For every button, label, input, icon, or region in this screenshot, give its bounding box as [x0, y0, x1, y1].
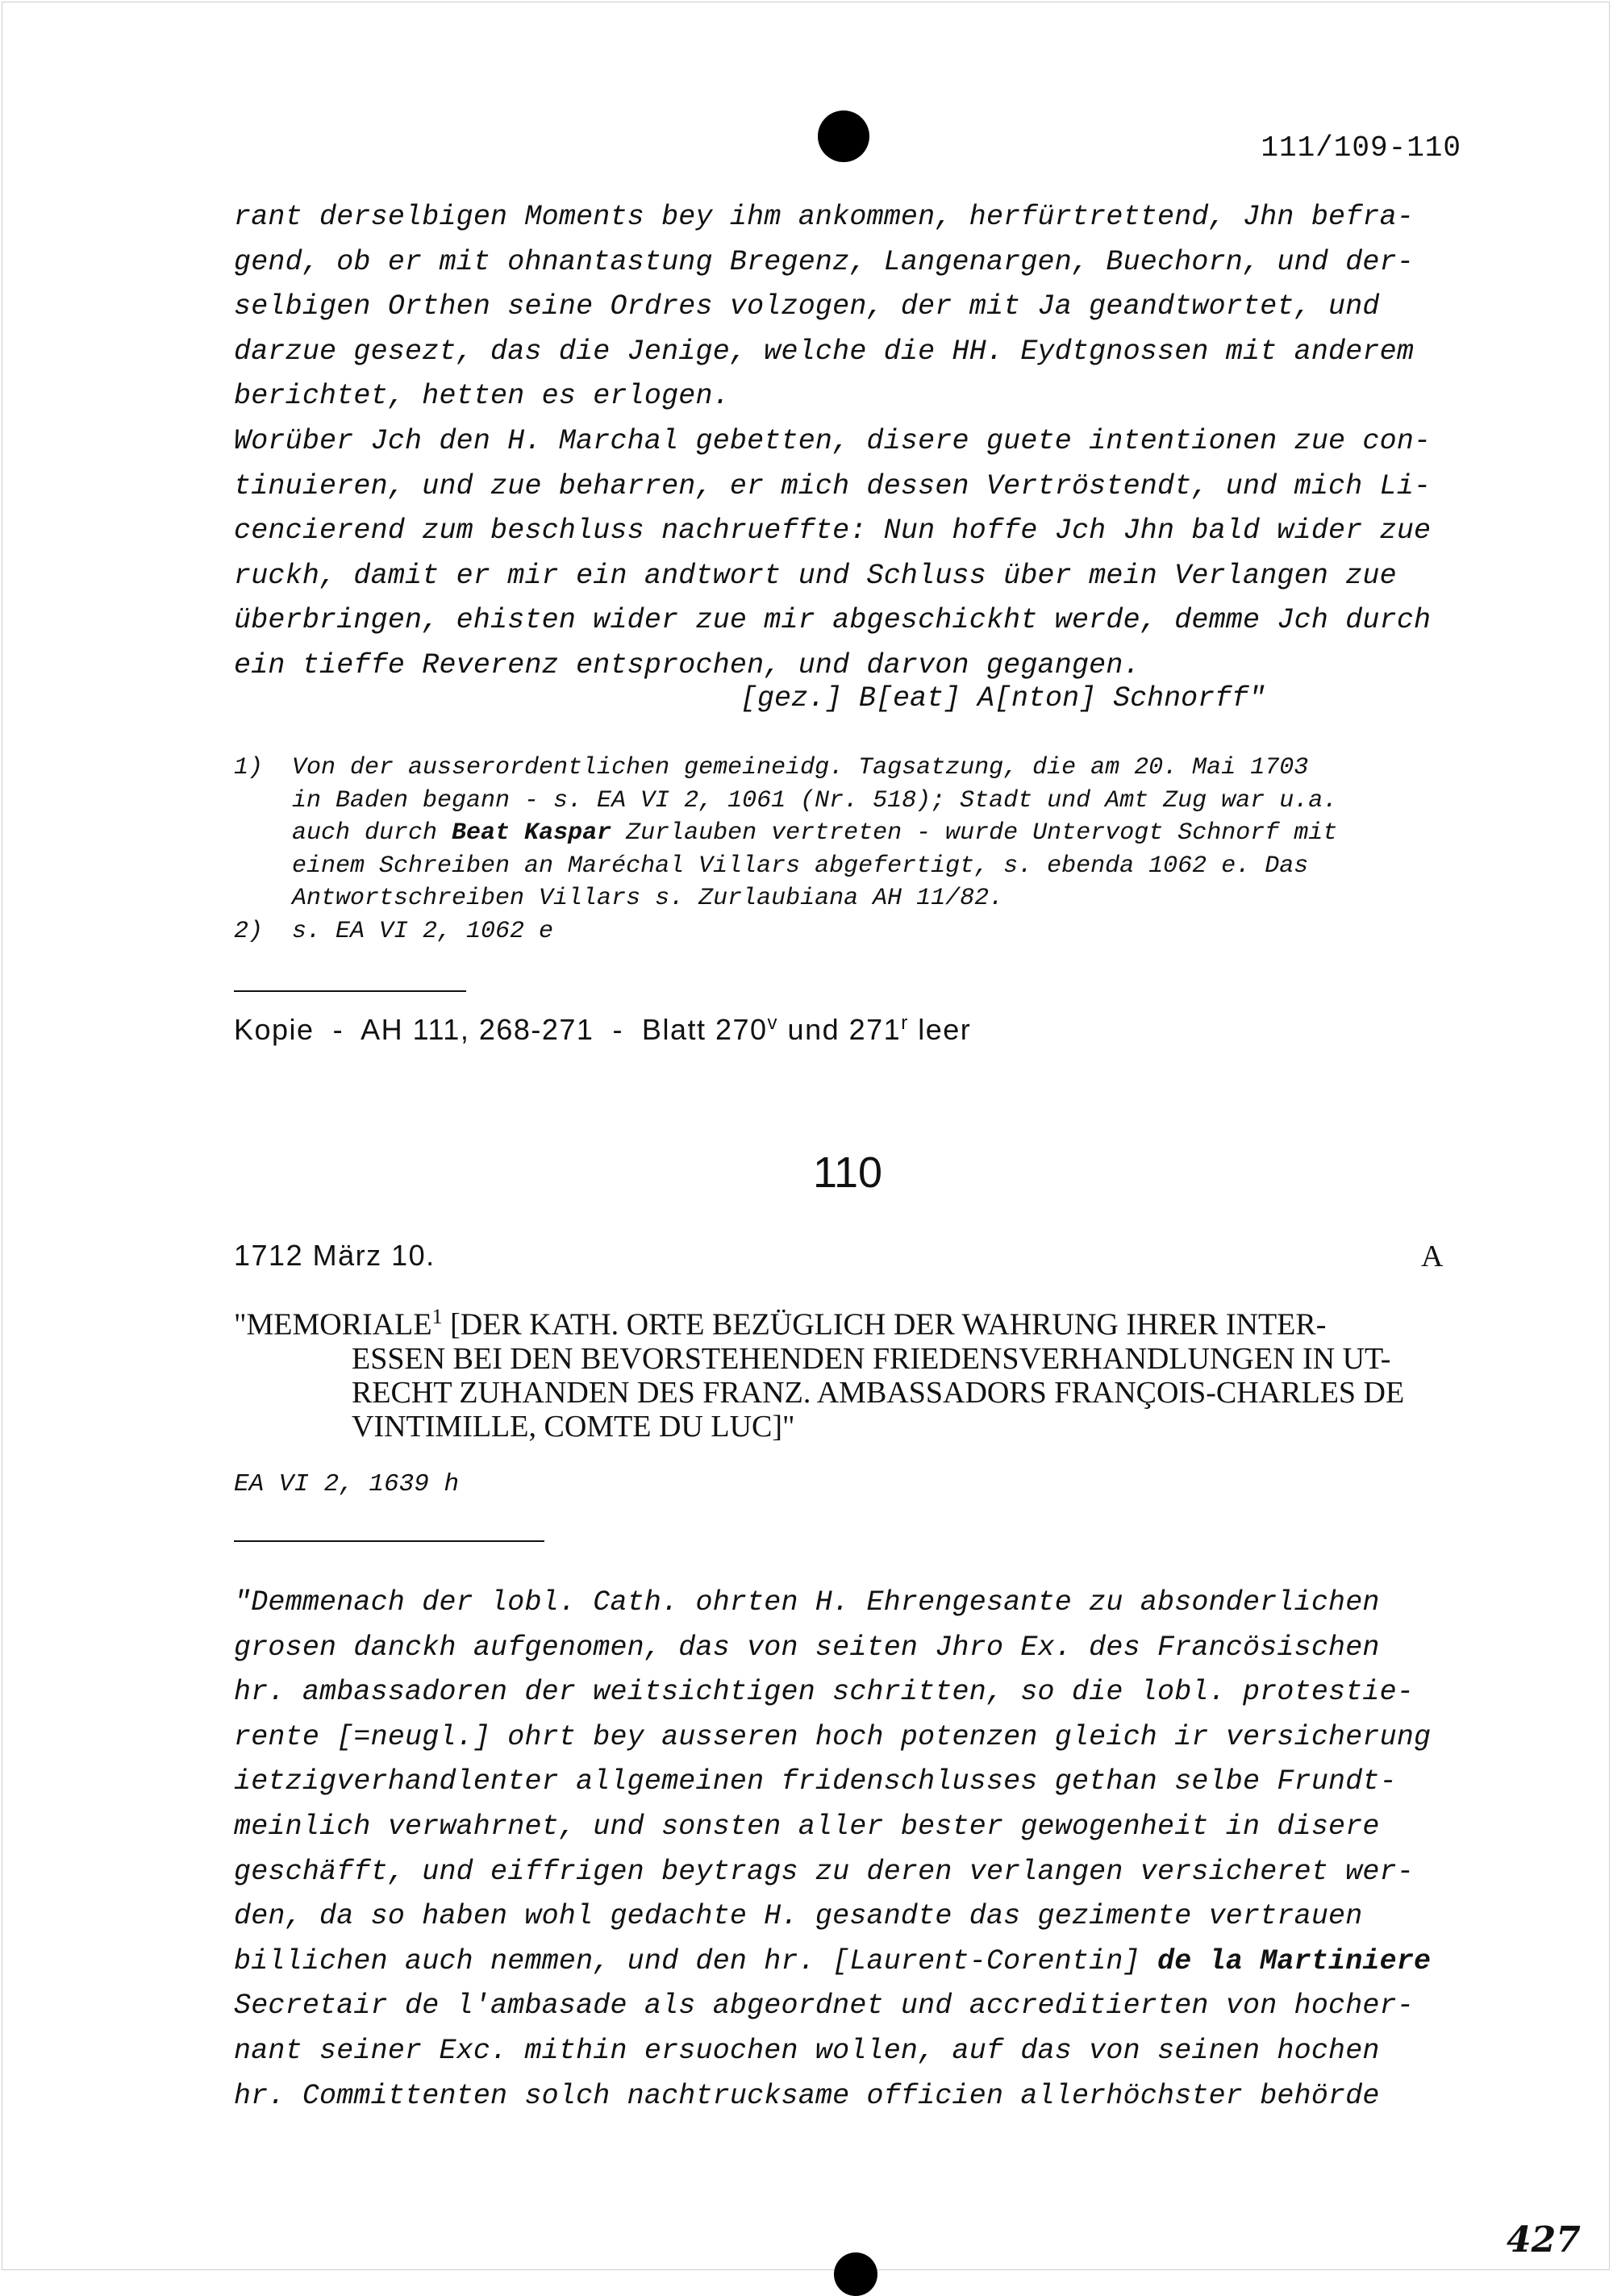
text-line: geschäfft, und eiffrigen beytrags zu deren verlangen versicheret wer- — [234, 1855, 1415, 1888]
footnote-ref: 1 — [431, 1305, 443, 1328]
superscript: v — [767, 1012, 779, 1034]
title-text: "MEMORIALE — [234, 1307, 432, 1342]
copy-note-text: leer — [908, 1013, 972, 1046]
text-line: gend, ob er mit ohnantastung Bregenz, Langenargen, Buechorn, und der- — [234, 245, 1415, 278]
text-line: "Demmenach der lobl. Cath. ohrten H. Ehrengesante zu absonderlichen — [234, 1586, 1380, 1619]
text-line: rant derselbigen Moments bey ihm ankommen, herfürtrettend, Jhn befra- — [234, 201, 1415, 233]
handwritten-page-number: 427 — [1507, 2219, 1581, 2261]
document-number: 110 — [813, 1148, 883, 1197]
footnote-text: Zurlauben vertreten - wurde Untervogt Schnorf mit — [611, 819, 1338, 847]
superscript: r — [901, 1012, 909, 1034]
title-line — [234, 1300, 1476, 1342]
memorial-text — [234, 1581, 1468, 2119]
punch-hole — [818, 110, 869, 162]
footnote-number: 2) — [234, 917, 264, 945]
footnotes — [234, 752, 1476, 948]
text-segment: billichen auch nemmen, und den hr. [Laurent-Corentin] — [234, 1944, 1157, 1977]
divider — [234, 990, 466, 992]
footnote-bold-name: Beat Kaspar — [452, 819, 612, 847]
document-date: 1712 März 10. — [234, 1239, 436, 1272]
text-line: cencierend zum beschluss nachrueffte: Nun hoffe Jch Jhn bald wider zue — [234, 515, 1432, 548]
text-line: ein tieffe Reverenz entsprochen, und darvon gegangen. — [234, 648, 1140, 681]
document-title — [234, 1300, 1476, 1444]
text-line: überbringen, ehisten wider zue mir abgeschickht werde, demme Jch durch — [234, 604, 1432, 637]
bold-name: de la Martiniere — [1157, 1944, 1432, 1977]
signature: [gez.] B[eat] A[nton] Schnorff" — [740, 682, 1266, 715]
text-line: hr. Committenten solch nachtrucksame officien allerhöchster behörde — [234, 2079, 1380, 2112]
text-line: den, da so haben wohl gedachte H. gesandte das gezimente vertrauen — [234, 1900, 1363, 1933]
text-line: grosen danckh aufgenomen, das von seiten Jhro Ex. des Francösischen — [234, 1631, 1380, 1664]
footnote — [234, 752, 1476, 915]
text-line: darzue gesezt, das die Jenige, welche die HH. Eydtgnossen mit anderem — [234, 335, 1415, 368]
text-line — [234, 1940, 1468, 1985]
footnote-line: einem Schreiben an Maréchal Villars abgefertigt, s. ebenda 1062 e. Das — [292, 852, 1309, 880]
text-line: Worüber Jch den H. Marchal gebetten, disere guete intentionen zue con- — [234, 424, 1432, 457]
copy-note-text: Kopie - AH 111, 268-271 - Blatt 270 — [234, 1013, 768, 1046]
footnote — [234, 915, 1476, 948]
punch-hole-bottom — [834, 2252, 877, 2296]
text-line: meinlich verwahrnet, und sonsten aller bester gewogenheit in disere — [234, 1810, 1380, 1843]
footnote-line: s. EA VI 2, 1062 e — [292, 917, 554, 945]
title-text: [DER KATH. ORTE BEZÜGLICH DER WAHRUNG IHRER INTER- — [442, 1307, 1327, 1342]
text-line: Secretair de l'ambasade als abgeordnet und accreditierten von hocher- — [234, 1990, 1415, 2023]
text-line: tinuieren, und zue beharren, er mich dessen Vertröstendt, und mich Li- — [234, 469, 1432, 502]
footnote-text: auch durch — [292, 819, 452, 847]
copy-note-text: und 271 — [778, 1013, 902, 1046]
text-line: rente [=neugl.] ohrt bey ausseren hoch potenzen gleich ir versicherung — [234, 1720, 1432, 1753]
archive-reference: 111/109-110 — [1261, 131, 1461, 165]
title-line: VINTIMILLE, COMTE DU LUC]" — [352, 1409, 795, 1444]
text-line: selbigen Orthen seine Ordres volzogen, der mit Ja geandtwortet, und — [234, 290, 1380, 323]
document-classification: A — [1421, 1240, 1444, 1273]
letter-continuation — [234, 195, 1468, 689]
footnote-line: Von der ausserordentlichen gemeineidg. Tagsatzung, die am 20. Mai 1703 — [292, 754, 1309, 781]
footnote-line: in Baden begann - s. EA VI 2, 1061 (Nr. 518); Stadt und Amt Zug war u.a. — [292, 786, 1338, 815]
copy-note — [234, 1012, 971, 1047]
text-line: berichtet, hetten es erlogen. — [234, 380, 730, 413]
text-line: nant seiner Exc. mithin ersuochen wollen, auf das von seinen hochen — [234, 2034, 1380, 2067]
title-line: RECHT ZUHANDEN DES FRANZ. AMBASSADORS FRANÇOIS-CHARLES DE — [352, 1375, 1405, 1410]
title-line: ESSEN BEI DEN BEVORSTEHENDEN FRIEDENSVERHANDLUNGEN IN UT- — [352, 1341, 1391, 1376]
footnote-line — [292, 817, 1476, 850]
text-line: ietzigverhandlenter allgemeinen fridenschlusses gethan selbe Frundt- — [234, 1765, 1397, 1798]
footnote-line: Antwortschreiben Villars s. Zurlaubiana AH 11/82. — [292, 885, 1004, 912]
text-line: ruckh, damit er mir ein andtwort und Schluss über mein Verlangen zue — [234, 559, 1397, 592]
divider — [234, 1540, 544, 1542]
footnote-number: 1) — [234, 754, 264, 781]
text-line: hr. ambassadoren der weitsichtigen schritten, so die lobl. protestie- — [234, 1676, 1415, 1709]
document-source: EA VI 2, 1639 h — [234, 1470, 460, 1498]
